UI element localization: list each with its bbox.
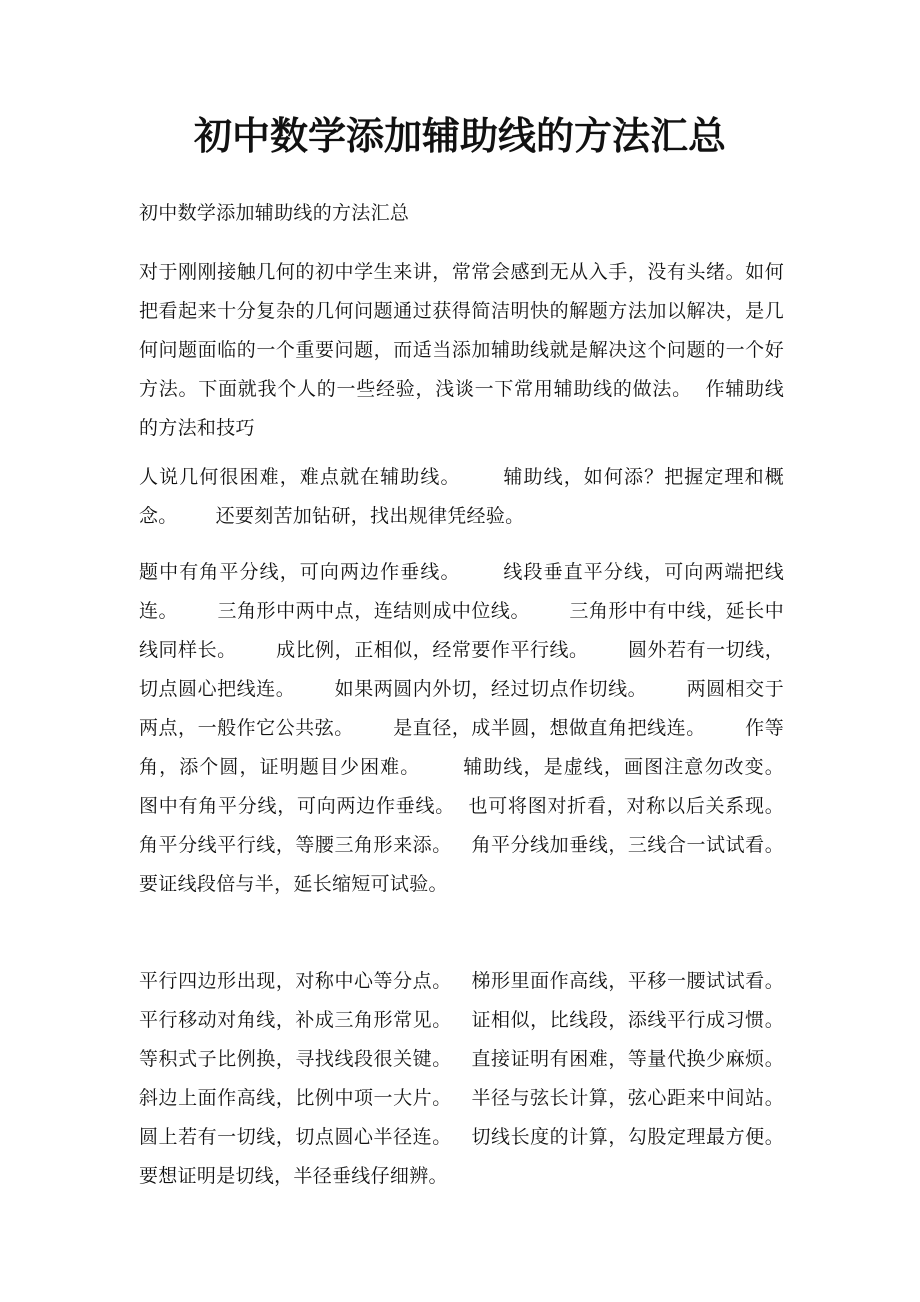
document-title: 初中数学添加辅助线的方法汇总 — [193, 113, 726, 158]
paragraph-intro: 对于刚刚接触几何的初中学生来讲，常常会感到无从入手，没有头绪。如何把看起来十分复杂的几何问题通过获得简洁明快的解题方法加以解决，是几何问题面临的一个重要问题，而适当添加辅助线就是解决这个问题的一个好方法。下面就我个人的一些经验，浅谈一下常用辅助线的做法。 作辅助线的方法和技巧 — [139, 261, 784, 439]
paragraph-verse-3: 平行四边形出现，对称中心等分点。 梯形里面作高线，平移一腰试试看。 平行移动对角线，补成三角形常见。 证相似，比线段，添线平行成习惯。 等积式子比例换，寻找线段很关键。 直接证明有困难，等量代换少麻烦。 斜边上面作高线，比例中项一大片。 半径与弦长计算，弦心距来中间站。 圆上若有一切线，切点圆心半径连。 切线长度的计算，勾股定理最方便。 要想证明是切线，半径垂线仔细辨。 — [139, 970, 804, 1187]
paragraph-verse-2: 题中有角平分线，可向两边作垂线。 线段垂直平分线，可向两端把线连。 三角形中两中点，连结则成中位线。 三角形中有中线，延长中线同样长。 成比例，正相似，经常要作平行线。 圆外若有一切线，切点圆心把线连。 如果两圆内外切，经过切点作切线。 两圆相交于两点，一般作它公共弦。 是直径，成半圆，想做直角把线连。 作等角，添个圆，证明题目少困难。 辅助线，是虚线，画图注意勿改变。 图中有角平分线，可向两边作垂线。 也可将图对折看，对称以后关系现。 角平分线平行线，等腰三角形来添。 角平分线加垂线，三线合一试试看。 要证线段倍与半，延长缩短可试验。 — [139, 561, 804, 895]
document-subtitle: 初中数学添加辅助线的方法汇总 — [139, 202, 410, 224]
paragraph-verse-1: 人说几何很困难，难点就在辅助线。 辅助线，如何添？把握定理和概念。 还要刻苦加钻研，找出规律凭经验。 — [139, 466, 784, 527]
